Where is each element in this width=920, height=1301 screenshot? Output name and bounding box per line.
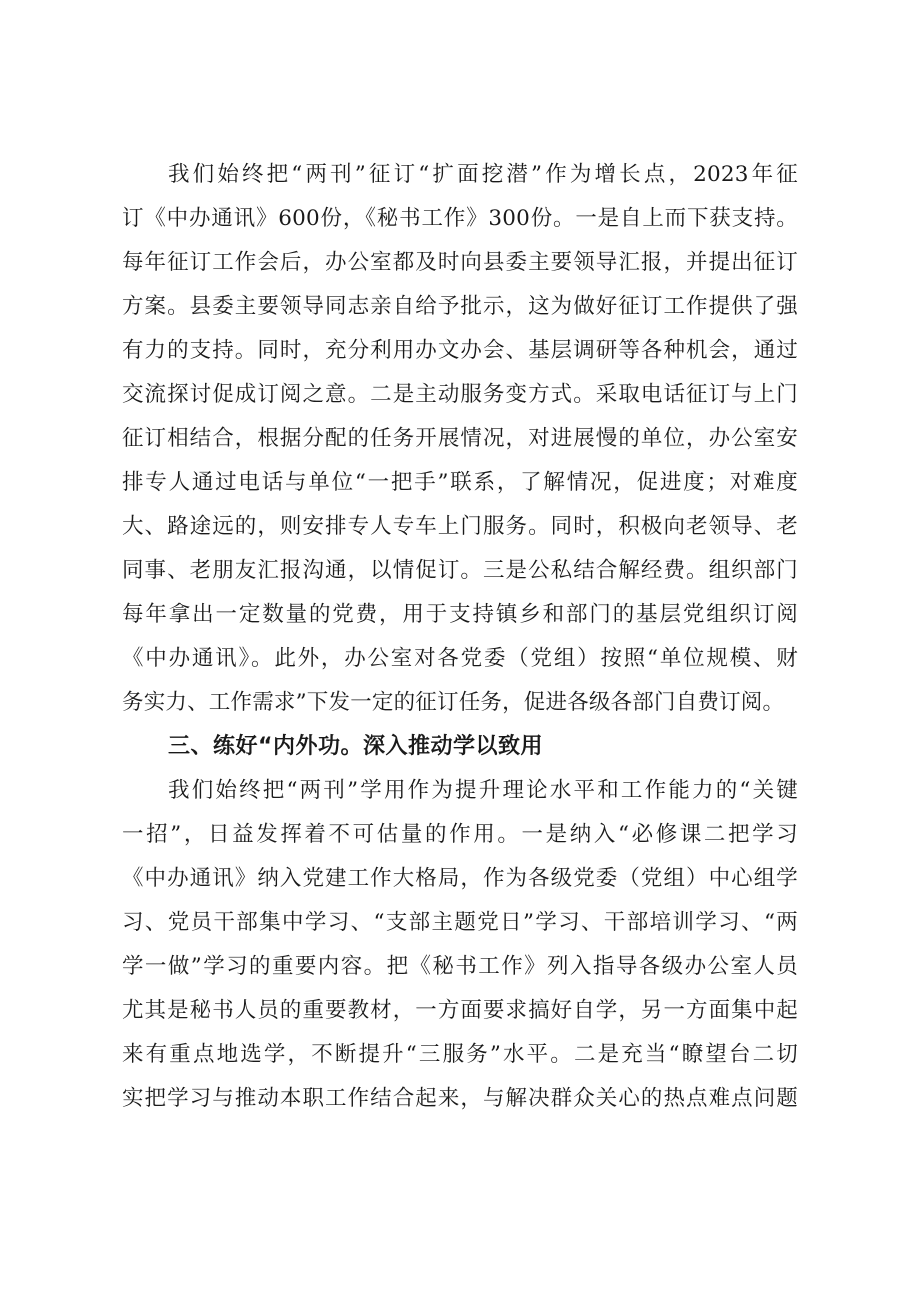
paragraph-subscription	[122, 153, 798, 725]
paragraph-line: 《中办通讯》纳入党建工作大格局，作为各级党委（党组）中心组学	[122, 866, 798, 891]
paragraph-line: 来有重点地选学，不断提升“三服务”水平。二是充当“瞭望台二切	[122, 1042, 798, 1067]
paragraph-line: 我们始终把“两刊”征订“扩面挖潜”作为增长点，2023年征	[168, 162, 798, 187]
paragraph-line: 《中办通讯》。此外，办公室对各党委（党组）按照“单位规模、财	[122, 646, 798, 671]
paragraph-line: 大、路途远的，则安排专人专车上门服务。同时，积极向老领导、老	[122, 514, 798, 539]
paragraph-line: 每年拿出一定数量的党费，用于支持镇乡和部门的基层党组织订阅	[122, 602, 798, 627]
paragraph-line: 务实力、工作需求”下发一定的征订任务，促进各级各部门自费订阅。	[122, 690, 785, 715]
paragraph-line: 学一做”学习的重要内容。把《秘书工作》列入指导各级办公室人员	[122, 954, 798, 979]
paragraph-line: 我们始终把“两刊”学用作为提升理论水平和工作能力的“关键	[168, 778, 798, 803]
paragraph-line: 订《中办通讯》600份，《秘书工作》300份。一是自上而下获支持。	[122, 206, 798, 231]
paragraph-study	[122, 769, 798, 1121]
paragraph-line: 尤其是秘书人员的重要教材，一方面要求搞好自学，另一方面集中起	[122, 998, 798, 1023]
paragraph-line: 实把学习与推动本职工作结合起来，与解决群众关心的热点难点问题	[122, 1086, 798, 1111]
paragraph-line: 同事、老朋友汇报沟通，以情促订。三是公私结合解经费。组织部门	[122, 558, 798, 583]
paragraph-line: 交流探讨促成订阅之意。二是主动服务变方式。采取电话征订与上门	[122, 382, 798, 407]
paragraph-line: 排专人通过电话与单位“一把手”联系，了解情况，促进度；对难度	[122, 470, 798, 495]
section-heading: 三、练好“内外功。深入推动学以致用	[168, 734, 543, 759]
paragraph-line: 一招”，日益发挥着不可估量的作用。一是纳入“必修课二把学习	[122, 822, 798, 847]
paragraph-line: 征订相结合，根据分配的任务开展情况，对进展慢的单位，办公室安	[122, 426, 798, 451]
paragraph-line: 方案。县委主要领导同志亲自给予批示，这为做好征订工作提供了强	[122, 294, 798, 319]
paragraph-line: 有力的支持。同时，充分利用办文办会、基层调研等各种机会，通过	[122, 338, 798, 363]
paragraph-line: 习、党员干部集中学习、“支部主题党日”学习、干部培训学习、“两	[122, 910, 798, 935]
paragraph-line: 每年征订工作会后，办公室都及时向县委主要领导汇报，并提出征订	[122, 250, 798, 275]
document-page	[122, 153, 798, 1121]
